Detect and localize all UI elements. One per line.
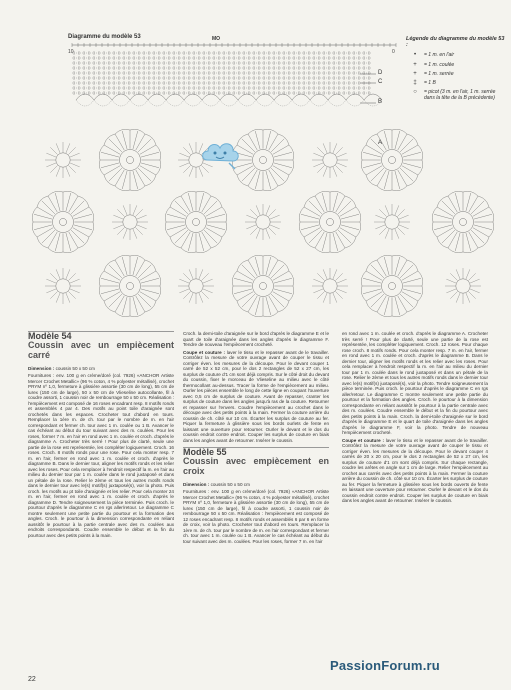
legend-item: • = 1 m. en l'air [406,52,506,58]
mo-label: MO [212,36,221,42]
page-number: 22 [28,676,36,683]
model-54-coupe: Coupe et couture : laver le tissu et le repasser avant de le travailler. Contrôlez la mesure de votre ouvrage avant de couper le tissu et corriger éven. les mesures de la découpe. Pour le devant couper 1 carré de 52 x 52 cm, pour le dos 2 rectangles de 52 x 27 cm, les surplus de couture d'1 cm sont déjà compris. Sur le côté droit du devant du coussin, fixer le morceau de Vlieseline au milieu avec le côté thermocollant au-dessus. Tracer la forme de l'empiècement au milieu. Ourler les pièces ensemble le long de cette ligne en coupant l'ouverture avec 0,5 cm de surplus de couture. Avant de repasser, cranter les surplus de couture dans les angles jusqu'à ras de la couture. Retourner et repasser sur l'envers. Coudre l'empiècement au crochet dans le découpe avec des petits points à la main. Fermer la couture arrière du coussin de ch. côté sur 10 cm. Écarter les surplus de couture au fer. Piquer la fermeture à glissière sous les bords ourlets de fente en laissant une ouverture pour retourner. Ourler le devant et le dos du coussin endroit contre endroit. Couper les surplus de couture en biais dans les angles avant de retourner. Insérer le coussin. [183,349,329,443]
model-55-title: Modèle 55 [183,447,227,457]
legend-item: ‡ = 1 B [406,80,506,86]
column-2 [183,331,329,546]
model-55-body-cont: en rond avec 1 m. coulée et croch. d'après le diagramme A. Crocheter très serré ! Pour plus de clarté, seule une partie de la rose est représentée, les compléter logiquement. Croch. 12 roses. Pour chaque rose croch. 8 motifs ronds. Pour cela monter resp. 7 m. en l'air, fermer en rond avec 1 m. coulée et croch. d'après le diagramme B. Dans le dernier tour, aligner les motifs ronds et les relier avec les roses. Pour cela remplacer à l'endroit respectif la m. en l'air au milieu du dernier tour par 1 m. coulée dans le rond juxtaposé et dans un pétale de la rose. Relier le 2ème et tous les autres motifs ronds dans le dernier tour avec le(s) motif(s) juxtaposé(s), voir la photo. Tendre soigneusement la pièce terminée. Puis croch. le pourtour d'après le diagramme C en rgs aller/retour. Le diagramme C montre seulement une petite partie du pourtour et la formation des angles. Croch. le pourtour à la dimension correspondante en reliant aussitôt le pourtour à la partie centrale avec des m. coulées. Coudre ensemble le début et la fin du pourtour avec des petits points à la main. Croch. la demi-toile d'araignée sur le bord d'après le diagramme E et le quart de toile d'araignée dans les angles d'après le diagramme F, voir la photo. Tendre de nouveau l'empiècement crocheté. [342,331,488,435]
model-55-subtitle: Coussin avec empiècement en croix [183,455,329,476]
legend-item: ○ = picot (3 m. en l'air, 1 m. serrée dans la tête de la B précédente) [406,89,506,101]
ruler-end-label: 0 [392,49,395,55]
watermark: PassionForum.ru [330,658,440,673]
row-label-b: B [378,99,383,105]
double-crochet-icon: ‡ [413,80,417,87]
diagram-legend [406,36,506,105]
diagram-title: Diagramme du modèle 53 [68,34,141,40]
row-label-d: D [378,70,383,76]
model-54-subtitle: Coussin avec un empiècement carré [28,339,174,360]
column-1 [28,331,174,540]
single-crochet-icon: + [413,70,417,77]
column-3 [342,331,488,506]
legend-item: + = 1 m. coulée [406,62,506,68]
legend-title: Légende du diagramme du modèle 53 : [406,36,505,49]
model-55-coupe: Coupe et couture : laver le tissu et le repasser avant de le travailler. Contrôlez la mesure de votre ouvrage avant de couper le tissu et corriger éven. les mesures de la découpe. Pour le devant couper 4 carrés de 20 x 20 cm, pour le dos 2 rectangles de 52 x 27 cm, les surplus de couture d'1 cm sont déjà compris. Sur chaque rectangle, coudre les arêtes en angle sur 1 cm de large. Relier l'empiècement au crochet aux carrés avec des petits points à la main. Fermer la couture arrière du coussin de ch. côté sur 10 cm. Écarter les surplus de couture au fer. Piquer la fermeture à glissière sous les bords ouverts de fente en laissant une ouverture pour retourner. Ourler le devant et le dos du coussin endroit contre endroit. Couper les surplus de couture en biais dans les angles avant de retourner. Insérer le coussin. [342,437,488,503]
model-55-dimension: Dimension : coussin 50 x 50 cm [183,481,250,487]
model-54-body-cont: Croch. la demi-toile d'araignée sur le bord d'après le diagramme E et le quart de toile d'araignée dans les angles d'après le diagramme F. Tendre de nouveau l'empiècement crocheté. [183,331,329,347]
model-54-dimension: Dimension : coussin 50 x 50 cm [28,365,95,371]
ruler-start-label: 10 [68,49,74,55]
instructions [28,331,498,661]
row-label-c: C [378,79,383,85]
model-54-title: Modèle 54 [28,331,72,341]
model-54-body: Fournitures : env. 100 g en crème/doré (col. 7926) «ANCHOR Artiste Mercer Crochet Metallic» (96 % coton, 4 % polyester métallisé), crochet PRYM nº 1,0, fermeture à glissière assortie (30 cm de long), 55 cm de lurex (150 cm de large), 50 x 50 cm de Vlieseline autocollante, fil à coudre assorti, 1 coussin noir de rembourrage 50 x 50 cm. Réalisation : l'empiècement est composé de 16 roses encadrant resp. 8 motifs ronds et assemblés 4 par 4. Des motifs au point toile d'araignée sont crochetés dans les espaces. Crocheter tout d'abord en tours. Remplacer la 1ère m. de ch. tour par le nombre de m. en l'air correspondant et fermer ch. tour avec 1 m. coulée ou 1 B. Avancer le cas échéant au début du tour suivant avec des m. coulées. Pour les roses, former 7 m. en l'air en rond avec 1 m. coulée et croch. d'après le diagramme A. Crocheter très serré ! Pour plus de clarté, seule une partie de la rose est représentée, les compléter logiquement. Croch. 16 roses. Croch. 8 motifs ronds pour une rose. Pour cela monter resp. 7 m. en l'air, fermer en rond avec 1 m. coulée et croch. d'après le diagramme B. Dans le dernier tour, aligner les motifs ronds et les relier avec les roses. Pour cela remplacer à l'endroit respectif la m. en l'air au milieu du dernier tour par 1 m. coulée dans le rond juxtaposé et dans un pétale de la rose. Relier le 2ème et tous les autres motifs ronds dans le dernier tour avec le(s) motif(s) juxtaposé(s), voir la photo. Puis croch. les motifs au pt toile d'araignée et les relier. Pour cela monter 24 m. en l'air, fermer en rond avec 1 m. coulée et croch. d'après le diagramme D. Tendre soigneusement la pièce terminée. Puis croch. le pourtour d'après le diagramme C en rgs aller/retour. Le diagramme C montre seulement une petite partie du pourtour et la formation des angles. Croch. le pourtour à la dimension correspondante en reliant aussitôt le pourtour à la partie centrale avec des m. coulées aux endroits correspondants. Coudre ensemble le début et la fin du pourtour avec des petits points à la main. [28,373,174,538]
row-label-a: A [378,140,383,146]
cloud-logo-icon [199,136,241,170]
picot-icon: ○ [413,89,417,96]
legend-item: + = 1 m. serrée [406,71,506,77]
chain-stitch-icon: • [413,52,417,59]
model-55-body: Fournitures : env. 100 g en crème/doré (col. 7926) «ANCHOR Artiste Mercer Crochet Metallic» (96 % coton, 4 % polyester métallisé), crochet PRYM nº 1,0, fermeture à glissière assortie (30 cm de long), 55 cm de lurex (150 cm de large), fil à coudre assorti, 1 coussin noir de rembourrage 50 x 50 cm. Réalisation : l'empiècement est composé de 12 roses encadrant resp. 8 motifs ronds et assemblés 6 par 6 en forme de croix, voir la photo. Crocheter tout d'abord en tours. Remplacer la 1ère m. de ch. tour par le nombre de m. en l'air correspondant et fermer ch. tour avec 1 m. coulée ou 1 B. Avancer le cas échéant au début du tour suivant avec des m. coulées. Pour les roses, former 7 m. en l'air [183,489,329,544]
slip-stitch-icon: + [413,61,417,68]
